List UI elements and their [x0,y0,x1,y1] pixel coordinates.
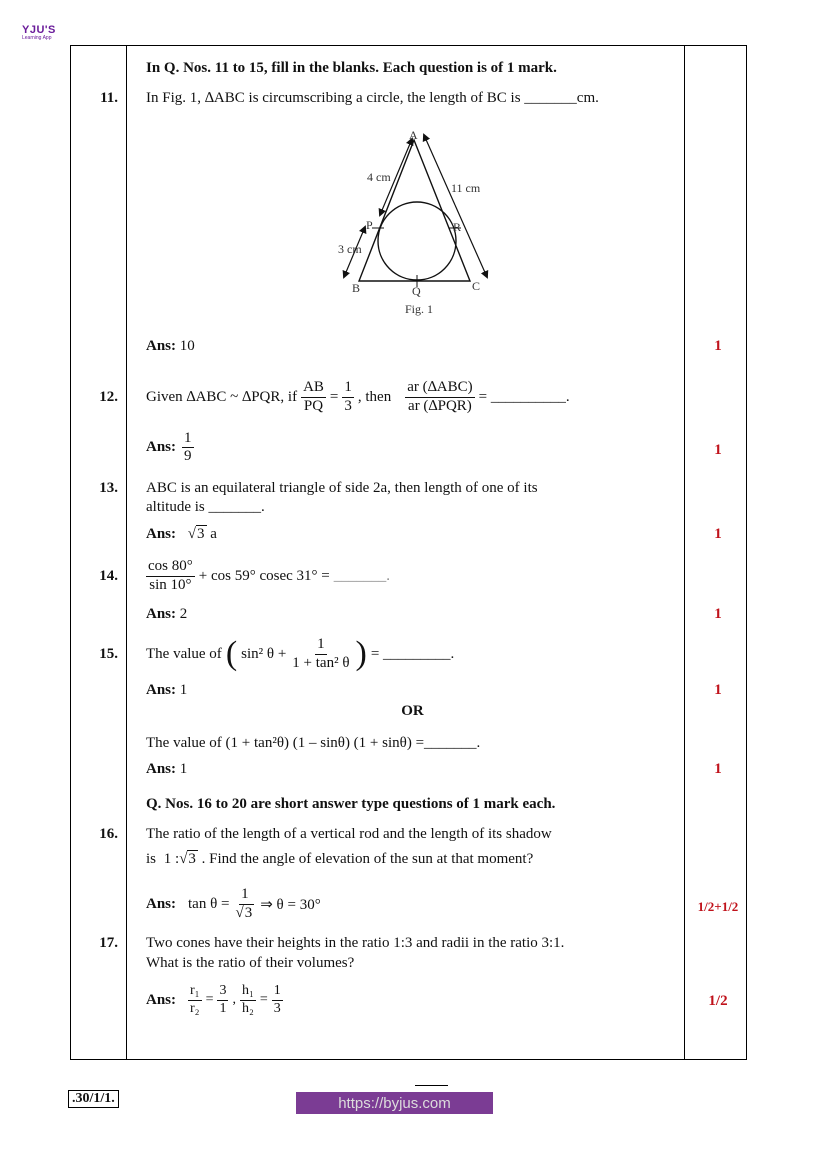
label-q: Q [412,284,421,298]
q16-answer-fraction: $\frac{1}{√3}$ [235,886,253,921]
q17-answer: Ans: $\frac{\text{r₁}}{\text{r₂}}$ = $\frac{3}{1}$ , $\frac{\text{h₁}}{\text{h₂}}$ = $\frac{1}{3}$ [146,983,281,1016]
q11-mark: 1 [714,338,722,354]
label-ac-length: 11 cm [451,181,481,195]
q12-area-ratio: $\frac{\text{ar (∆ABC)}}{\text{ar (∆PQR)}}$ [407,379,473,414]
q13-number: 13. [99,480,118,496]
q17-line2: What is the ratio of their volumes? [146,955,355,971]
q13-mark: 1 [714,526,722,542]
paper-code: .30/1/1. [68,1090,119,1108]
q15-alt-mark: 1 [714,761,722,777]
q12-text: Given ∆ABC ~ ∆PQR, if $\frac{AB}{PQ}$ = $\frac{1}{3}$ , then $\frac{\text{ar (∆ABC)}}{\text{ar (∆PQR)}}$ = __________. [146,379,570,414]
instruction-fill-blanks: In Q. Nos. 11 to 15, fill in the blanks. Each question is of 1 mark. [146,60,557,76]
q15-answer-value: 1 [179,682,188,698]
q16-number: 16. [99,826,118,842]
q15-alt-answer: Ans: 1 [146,761,188,777]
instruction-short-answer: Q. Nos. 16 to 20 are short answer type questions of 1 mark each. [146,796,556,812]
q16-line1: The ratio of the length of a vertical rod and the length of its shadow [146,826,552,842]
q12-ratio-value: $\frac{1}{3}$ [344,379,352,414]
footer-divider [415,1085,448,1086]
q15-or: OR [401,703,424,719]
label-bp-length: 3 cm [338,242,362,256]
q15-answer: Ans: 1 [146,682,188,698]
q15-number: 15. [99,646,118,662]
q15-expression: The value of ( sin² θ + $\frac{1}{\text{1 + tan² θ}}$ ) = _________. [146,635,455,672]
label-r: R [453,220,462,234]
q11-number: 11. [100,90,118,106]
brand-logo [22,24,56,41]
q11-text: In Fig. 1, ∆ABC is circumscribing a circle, the length of BC is _______cm. [146,90,599,106]
label-ap-length: 4 cm [367,170,391,184]
q14-fraction: $\frac{\cos 80^\circ}{\sin 10^\circ}$ [148,558,193,593]
arrow-ac-down [455,205,487,277]
q13-answer-root: 3 [197,526,205,542]
question-number-divider [126,45,127,1060]
q16-mark: 1/2+1/2 [697,899,739,914]
q17-line1: Two cones have their heights in the ratio 1:3 and radii in the ratio 3:1. [146,935,565,951]
q15-alternative: The value of (1 + tan²θ) (1 – sinθ) (1 + sinθ) =_______. [146,735,481,751]
q13-line2: altitude is _______. [146,499,265,515]
q15-mark: 1 [714,682,722,698]
figure-caption: Fig. 1 [405,302,434,316]
byjus-link[interactable]: https://byjus.com [296,1092,493,1114]
q14-answer: Ans: 2 [146,606,188,622]
q16-answer: Ans: tan θ = $\frac{1}{√3}$ ⇒ θ = 30° [146,886,321,921]
q13-line1: ABC is an equilateral triangle of side 2a, then length of one of its [146,480,538,496]
fig1-triangle-incircle [330,125,500,320]
q14-answer-value: 2 [179,606,188,622]
q17-mark: 1/2 [708,993,728,1009]
triangle-abc [359,140,470,281]
label-a: A [409,128,418,142]
q15-alt-answer-value: 1 [179,761,188,777]
q14-mark: 1 [714,606,722,622]
q11-answer: Ans: 10 [146,338,195,354]
q13-answer: Ans: √3 a [146,526,217,542]
label-c: C [472,279,481,293]
brand-name: YJU'S [22,24,56,36]
q15-fraction: $\frac{1}{\text{1 + tan² θ}}$ [292,636,350,671]
q12-answer: Ans: $\frac{1}{9}$ [146,430,192,465]
q14-expression: $\frac{\cos 80^\circ}{\sin 10^\circ}$ + cos 59° cosec 31° = _______. [148,558,390,593]
marks-column-divider [684,45,685,1060]
label-b: B [352,281,361,295]
brand-subtitle: Learning App [22,35,52,41]
q17-number: 17. [99,935,118,951]
q12-mark: 1 [714,442,722,458]
q12-number: 12. [99,389,118,405]
q11-answer-value: 10 [179,338,195,354]
incircle [378,202,456,280]
q12-answer-value: $\frac{1}{9}$ [184,430,192,465]
q14-number: 14. [99,568,118,584]
label-p: P [366,218,373,232]
q16-line2: is 1 :√3 . Find the angle of elevation of the sun at that moment? [146,851,534,867]
q12-ratio-ab-pq: $\frac{AB}{PQ}$ [303,379,324,414]
arrow-ap-up [396,139,412,177]
